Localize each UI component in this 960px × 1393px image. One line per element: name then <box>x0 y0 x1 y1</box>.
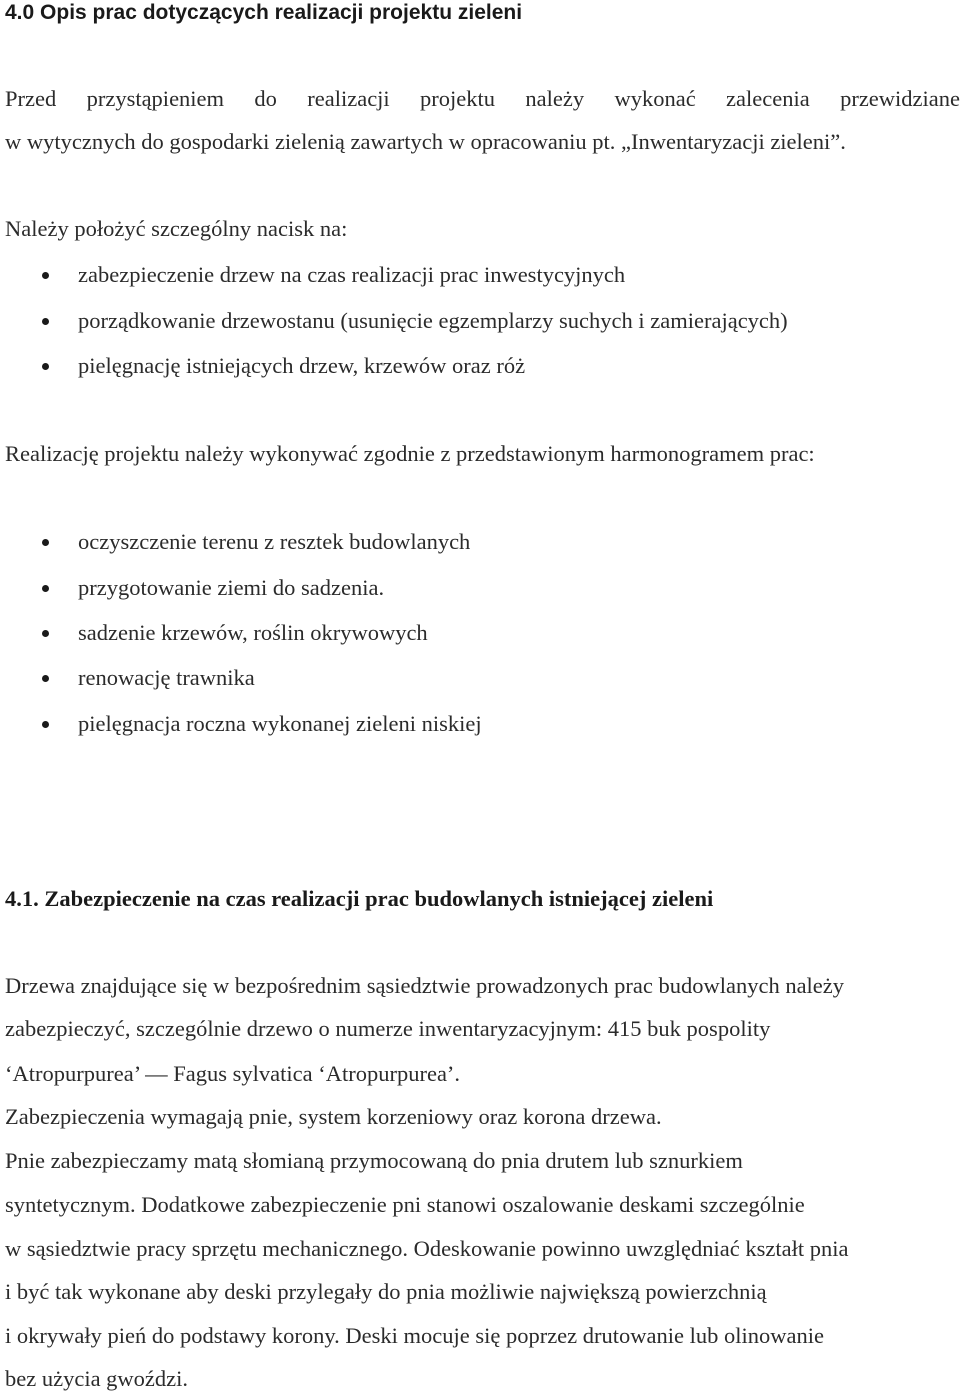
body-line: Pnie zabezpieczamy matą słomianą przymocowaną do pnia drutem lub sznurkiem <box>5 1148 743 1173</box>
bullet-icon <box>42 363 49 370</box>
body-line: Zabezpieczenia wymagają pnie, system korzeniowy oraz korona drzewa. <box>5 1104 662 1129</box>
section-title: 4.0 Opis prac dotyczących realizacji projektu zieleni <box>5 1 523 24</box>
body-line: Drzewa znajdujące się w bezpośrednim sąsiedztwie prowadzonych prac budowlanych należy <box>5 973 845 998</box>
bullet-icon <box>42 318 49 325</box>
list-item-text: oczyszczenie terenu z resztek budowlanych <box>78 529 471 554</box>
bullet-icon <box>42 675 49 682</box>
list-item-text: zabezpieczenie drzew na czas realizacji prac inwestycyjnych <box>78 262 626 287</box>
list-item-text: przygotowanie ziemi do sadzenia. <box>78 575 385 600</box>
body-line: i być tak wykonane aby deski przylegały do pnia możliwie największą powierzchnią <box>5 1279 767 1304</box>
list-item-text: sadzenie krzewów, roślin okrywowych <box>78 620 428 645</box>
list-item-text: pielęgnacja roczna wykonanej zieleni niskiej <box>78 711 482 736</box>
body-line: w sąsiedztwie pracy sprzętu mechanicznego. Odeskowanie powinno uwzględniać kształt pnia <box>5 1236 849 1261</box>
bullet-icon <box>42 539 49 546</box>
list-item-text: renowację trawnika <box>78 665 255 690</box>
body-line: syntetycznym. Dodatkowe zabezpieczenie pni stanowi oszalowanie deskami szczególnie <box>5 1192 805 1217</box>
bullet-icon <box>42 272 49 279</box>
subsection-title: 4.1. Zabezpieczenie na czas realizacji prac budowlanych istniejącej zieleni <box>5 886 714 911</box>
body-line: bez użycia gwoździ. <box>5 1366 189 1391</box>
body-line: zabezpieczyć, szczególnie drzewo o numerze inwentaryzacyjnym: 415 buk pospolity <box>5 1016 771 1041</box>
list-item-text: porządkowanie drzewostanu (usunięcie egzemplarzy suchych i zamierających) <box>78 308 788 333</box>
intro-line-1: Przed przystąpieniem do realizacji projektu należy wykonać zalecenia przewidziane <box>5 86 960 111</box>
emphasis-lead: Należy położyć szczególny nacisk na: <box>5 216 348 241</box>
bullet-icon <box>42 721 49 728</box>
bullet-icon <box>42 630 49 637</box>
body-line: i okrywały pień do podstawy korony. Deski mocuje się poprzez drutowanie lub olinowanie <box>5 1323 824 1348</box>
list-item-text: pielęgnację istniejących drzew, krzewów oraz róż <box>78 353 526 378</box>
intro-line-2: w wytycznych do gospodarki zielenią zawartych w opracowaniu pt. „Inwentaryzacji zieleni”. <box>5 129 846 154</box>
body-line: ‘Atropurpurea’ — Fagus sylvatica ‘Atropurpurea’. <box>5 1061 461 1086</box>
schedule-lead: Realizację projektu należy wykonywać zgodnie z przedstawionym harmonogramem prac: <box>5 441 815 466</box>
bullet-icon <box>42 585 49 592</box>
